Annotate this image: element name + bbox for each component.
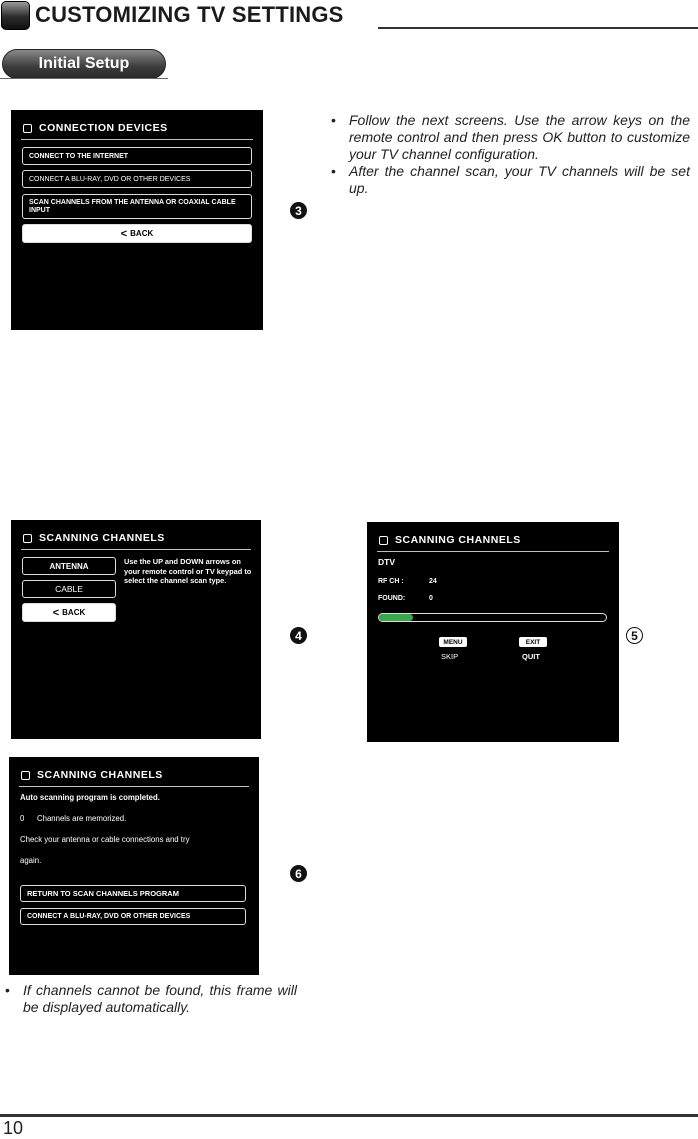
skip-label: SKIP <box>441 652 459 661</box>
back-button[interactable]: < BACK <box>22 603 116 622</box>
connect-devices-option[interactable]: CONNECT A BLU-RAY, DVD OR OTHER DEVICES <box>22 170 252 188</box>
connect-internet-option[interactable]: CONNECT TO THE INTERNET <box>22 147 252 165</box>
exit-key[interactable]: EXIT <box>519 637 547 647</box>
menu-key[interactable]: MENU <box>439 637 467 647</box>
connect-devices-option[interactable]: CONNECT A BLU-RAY, DVD OR OTHER DEVICES <box>20 908 246 925</box>
section-rule <box>0 78 168 79</box>
header-square-icon <box>1 1 30 30</box>
channel-count: 0 <box>20 814 25 823</box>
back-button[interactable]: < BACK <box>22 224 252 243</box>
screen-rule <box>377 551 609 552</box>
rf-channel-value: 24 <box>429 578 437 585</box>
screen-title: SCANNING CHANNELS <box>23 532 165 544</box>
screen-title: CONNECTION DEVICES <box>23 122 168 134</box>
note-bullet: • If channels cannot be found, this frame will be displayed automatically. <box>5 982 297 1016</box>
memorized-message: Channels are memorized. <box>37 814 127 823</box>
header-rule <box>378 27 698 29</box>
scan-progress-fill <box>379 614 413 621</box>
checkbox-icon <box>23 534 32 543</box>
cable-option[interactable]: CABLE <box>22 580 116 598</box>
step-6-note <box>5 982 297 1016</box>
signal-mode: DTV <box>378 557 395 567</box>
return-to-scan-option[interactable]: RETURN TO SCAN CHANNELS PROGRAM <box>20 885 246 902</box>
checkbox-icon <box>23 124 32 133</box>
rf-channel-label: RF CH : <box>378 578 404 585</box>
instruction-bullet: • After the channel scan, your TV channels will be set up. <box>331 163 690 197</box>
found-label: FOUND: <box>378 595 406 602</box>
back-chevron-icon: < <box>52 606 60 619</box>
try-again-message: again. <box>20 856 42 865</box>
step-3-instructions <box>331 112 690 197</box>
completed-message: Auto scanning program is completed. <box>20 793 160 802</box>
connection-devices-screen <box>11 110 263 330</box>
checkbox-icon <box>21 771 30 780</box>
scan-type-screen <box>11 520 261 739</box>
page-number: 10 <box>3 1118 24 1138</box>
step-5-badge: 5 <box>626 627 643 644</box>
found-value: 0 <box>429 595 433 602</box>
quit-label: QUIT <box>522 652 540 661</box>
scan-type-hint: Use the UP and DOWN arrows on your remote control or TV keypad to select the channel scan type. <box>124 557 252 585</box>
step-3-badge: 3 <box>290 202 307 219</box>
instruction-bullet: • Follow the next screens. Use the arrow keys on the remote control and then press OK button to customize your TV channel configuration. <box>331 112 690 163</box>
checkbox-icon <box>379 536 388 545</box>
antenna-option[interactable]: ANTENNA <box>22 557 116 575</box>
page-title: CUSTOMIZING TV SETTINGS <box>35 2 344 27</box>
step-6-badge: 6 <box>290 865 307 882</box>
step-4-badge: 4 <box>290 627 307 644</box>
screen-rule <box>21 139 253 140</box>
scan-channels-option[interactable]: SCAN CHANNELS FROM THE ANTENNA OR COAXIAL CABLE INPUT <box>22 194 252 219</box>
section-label: Initial Setup <box>2 49 166 79</box>
scanning-progress-screen <box>367 522 619 742</box>
back-chevron-icon: < <box>120 227 128 240</box>
footer-rule <box>0 1114 698 1117</box>
screen-title: SCANNING CHANNELS <box>379 534 521 546</box>
screen-rule <box>21 549 251 550</box>
screen-rule <box>19 786 249 787</box>
screen-title: SCANNING CHANNELS <box>21 769 163 781</box>
check-connections-message: Check your antenna or cable connections and try <box>20 835 190 844</box>
scan-progress-bar <box>378 613 607 622</box>
scan-complete-screen <box>9 757 259 975</box>
